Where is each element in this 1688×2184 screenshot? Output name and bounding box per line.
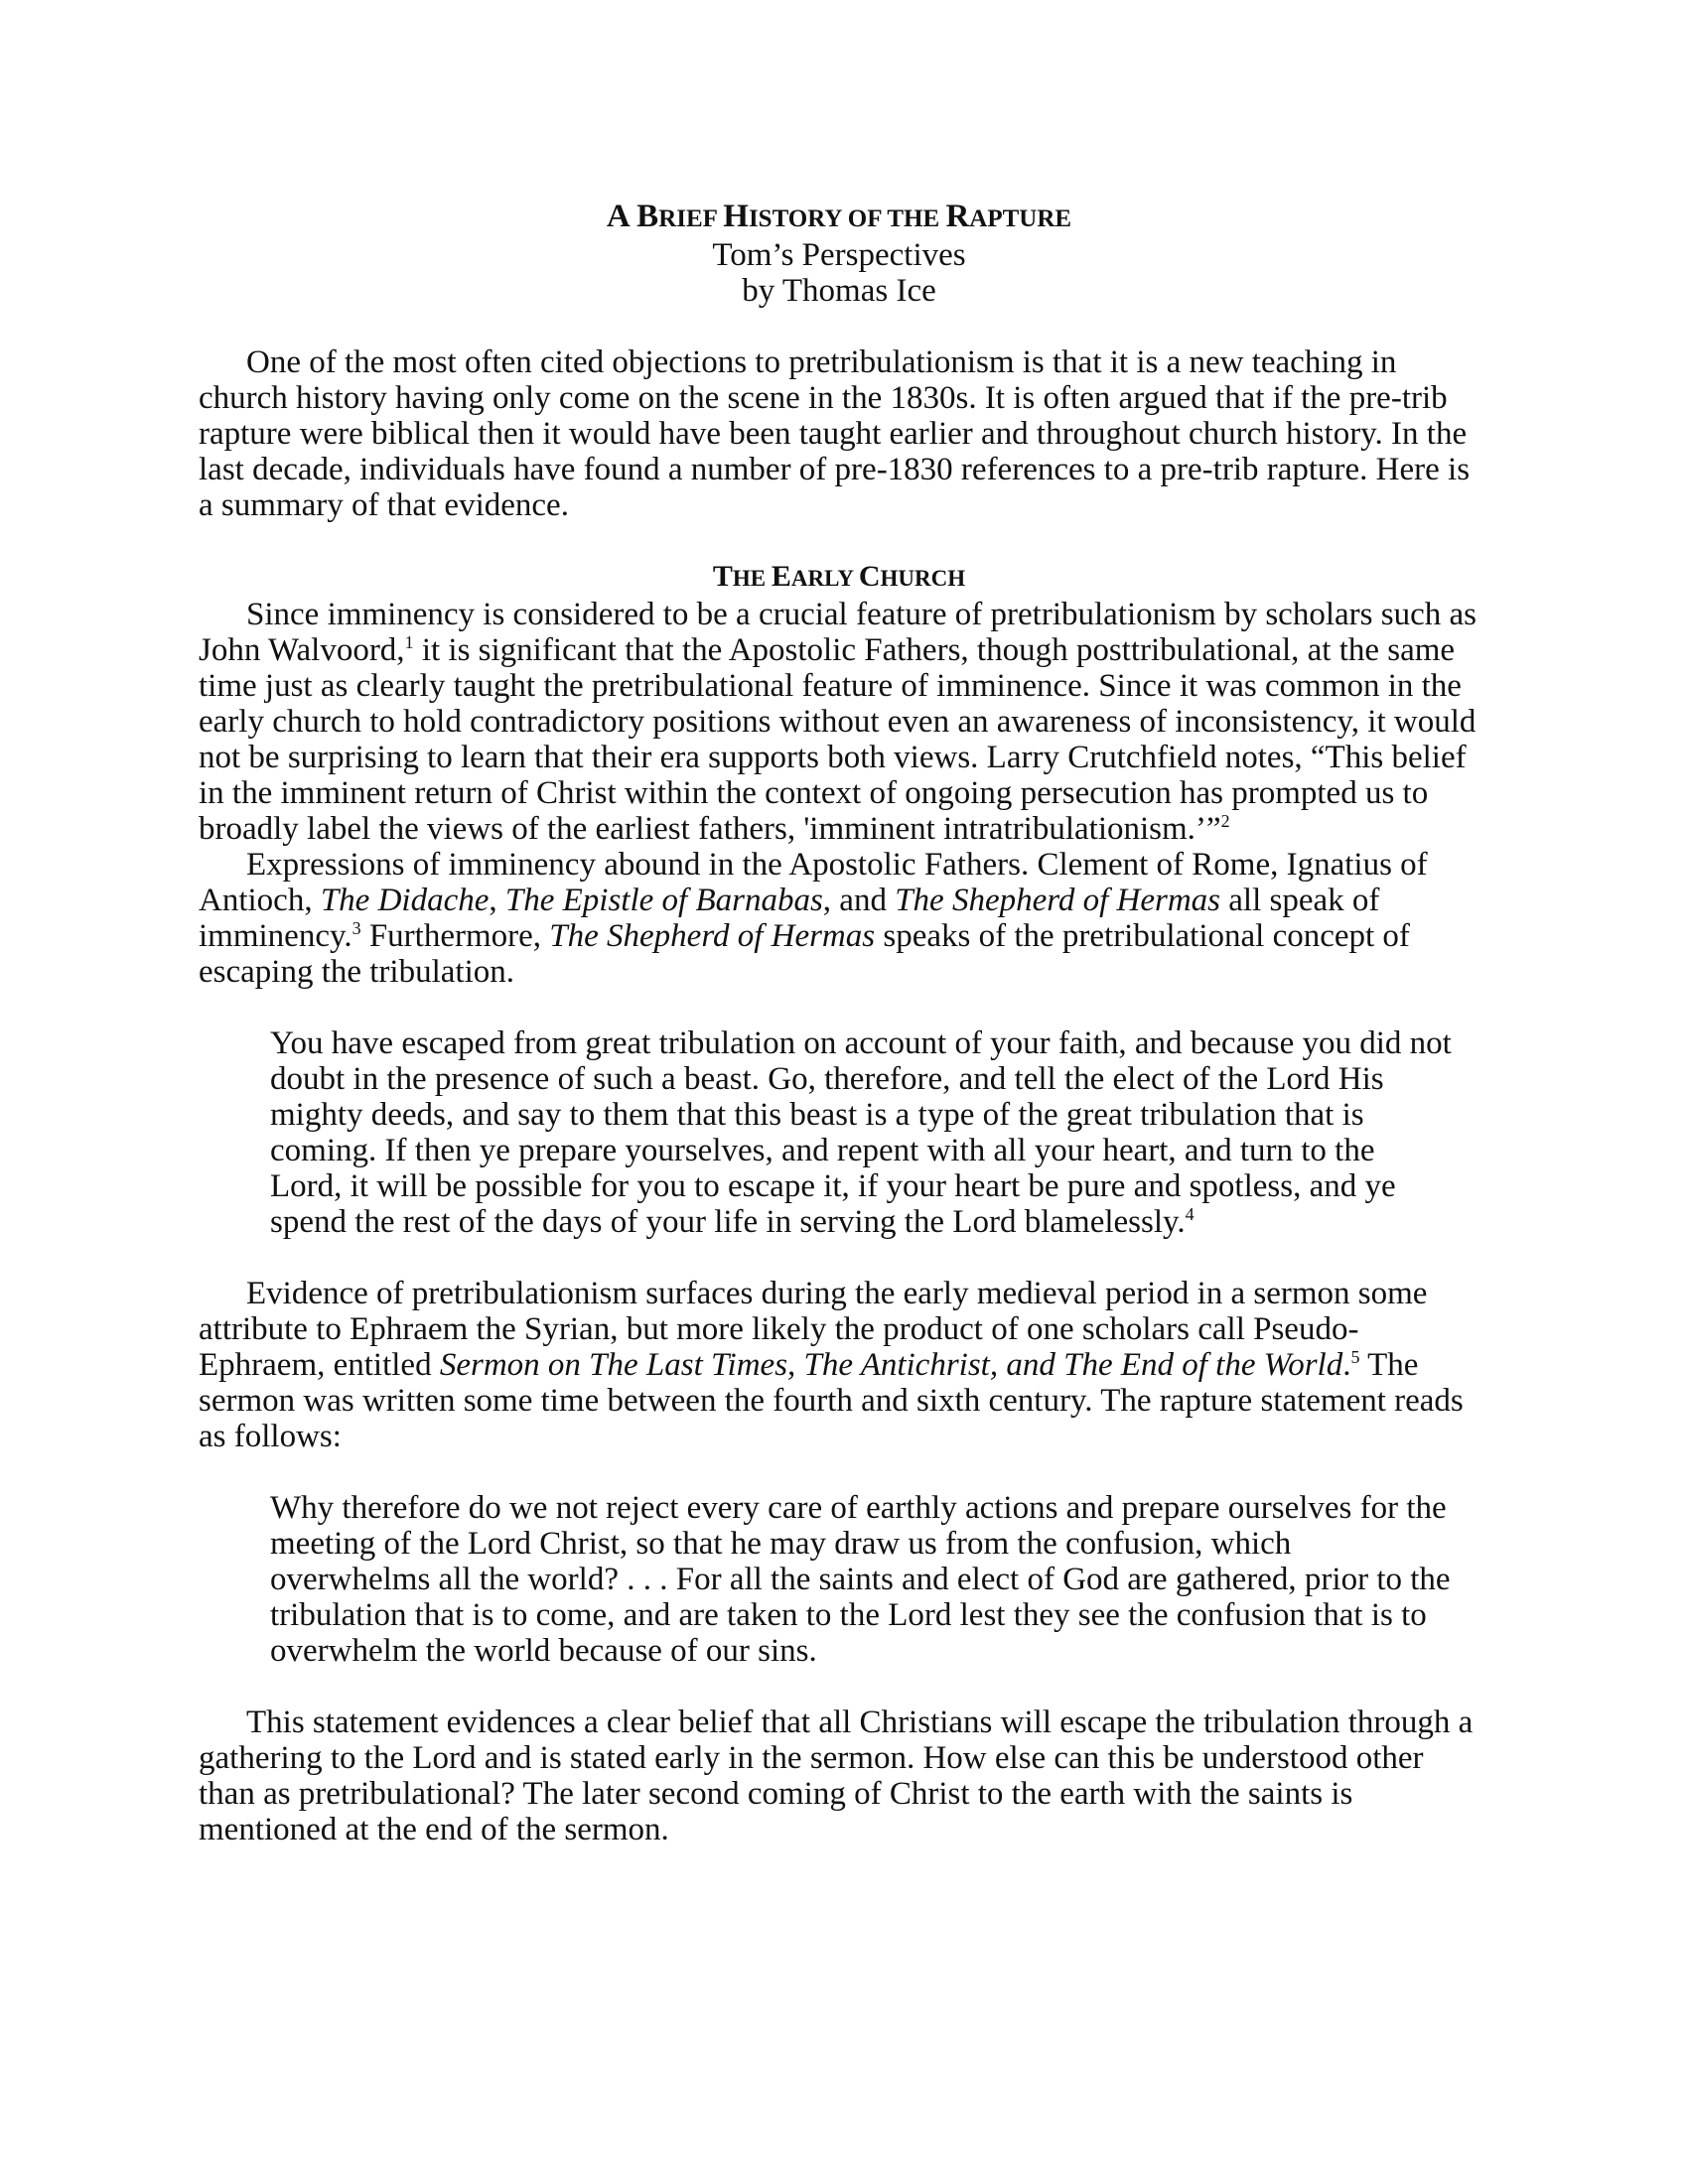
work-title: The Didache xyxy=(320,883,490,918)
section-heading xyxy=(199,559,1479,597)
title-part: R xyxy=(945,199,970,234)
title-part: ISTORY OF THE xyxy=(748,205,946,232)
paragraph-text: , and xyxy=(822,883,896,918)
paragraph-text: Since imminency is considered to be a crucial feature of pretribulationism by scholars such as John Walvoord, xyxy=(199,597,1477,668)
heading-part: E xyxy=(771,560,791,593)
quote-text: You have escaped from great tribulation on account of your faith, and because you did not doubt in the presence of such a beast. Go, therefore, and tell the elect of the Lord His mighty deeds, and say to them that this beast is a type of the great tribulation that is coming. If then ye prepare yourselves, and repent with all your heart, and turn to the Lord, it will be possible for you to escape it, if your heart be pure and spotless, and ye spend the rest of the days of your life in serving the Lord blamelessly. xyxy=(270,1025,1452,1240)
title-part: H xyxy=(723,199,749,234)
heading-part: HURCH xyxy=(880,566,966,591)
footnote-ref[interactable]: 1 xyxy=(404,632,414,652)
paragraph-text: all speak of imminency. xyxy=(199,883,1380,954)
title-block xyxy=(199,199,1479,309)
document-subtitle: Tom’s Perspectives xyxy=(712,237,966,273)
body-paragraph xyxy=(199,847,1479,990)
heading-part: ARLY xyxy=(790,566,859,591)
block-quote xyxy=(270,1025,1452,1240)
body-paragraph xyxy=(199,597,1479,847)
paragraph-text: speaks of the pretribulational concept of escaping the tribulation. xyxy=(199,918,1410,990)
paragraph-text: it is significant that the Apostolic Fathers, though posttribulational, at the same time just as clearly taught the pretribulational feature of imminence. Since it was common in the early church to hold contradictory positions without even an awareness of inconsistency, it would not be surprising to learn that their era supports both views. Larry Crutchfield notes, “This belief in the imminent return of Christ within the context of ongoing persecution has prompted us to broadly label the views of the earliest fathers, 'imminent intratribulationism.’” xyxy=(199,632,1477,847)
heading-part: T xyxy=(712,560,733,593)
paragraph-text: Evidence of pretribulationism surfaces during the early medieval period in a sermon some attribute to Ephraem the Syrian, but more likely the product of one scholars call Pseudo-Ephraem, entitled xyxy=(199,1276,1428,1383)
quote-text: Why therefore do we not reject every care of earthly actions and prepare ourselves for the meeting of the Lord Christ, so that he may draw us from the confusion, which overwhelms all the world? . . . For all the saints and elect of God are gathered, prior to the tribulation that is to come, and are taken to the Lord lest they see the confusion that is to overwhelm the world because of our sins. xyxy=(270,1490,1451,1669)
heading-part: HE xyxy=(732,566,772,591)
footnote-ref[interactable]: 3 xyxy=(352,918,361,938)
document-byline: by Thomas Ice xyxy=(742,273,936,309)
work-title: The Shepherd of Hermas xyxy=(895,883,1221,918)
body-paragraph: This statement evidences a clear belief that all Christians will escape the tribulation through a gathering to the Lord and is stated early in the sermon. How else can this be understood other than as pretribulational? The later second coming of Christ to the earth with the saints is mentioned at the end of the sermon. xyxy=(199,1705,1474,1847)
document-title xyxy=(199,199,1479,237)
paragraph-text: . xyxy=(1342,1347,1351,1383)
body-paragraph xyxy=(199,1276,1479,1454)
intro-paragraph: One of the most often cited objections to pretribulationism is that it is a new teaching in church history having only come on the scene in the 1830s. It is often argued that if the pre-trib rapture were biblical then it would have been taught earlier and throughout church history. In the last decade, individuals have found a number of pre-1830 references to a pre-trib rapture. Here is a summary of that evidence. xyxy=(199,344,1471,523)
paragraph-text: Expressions of imminency abound in the Apostolic Fathers. Clement of Rome, Ignatius of Antioch, xyxy=(199,847,1428,918)
title-part: A B xyxy=(606,199,659,234)
paragraph-text: Furthermore, xyxy=(360,918,550,954)
footnote-ref[interactable]: 5 xyxy=(1350,1347,1360,1367)
work-title: The Shepherd of Hermas xyxy=(549,918,876,954)
heading-part: C xyxy=(858,560,881,593)
block-quote xyxy=(270,1490,1452,1669)
title-part: RIEF xyxy=(658,205,724,232)
work-title: The Epistle of Barnabas xyxy=(504,883,823,918)
title-part: APTURE xyxy=(969,205,1072,232)
footnote-ref[interactable]: 4 xyxy=(1185,1204,1195,1224)
paragraph-text: The sermon was written some time between the fourth and sixth century. The rapture statement reads as follows: xyxy=(199,1347,1464,1454)
paragraph-text: , xyxy=(489,883,505,918)
work-title: Sermon on The Last Times, The Antichrist, and The End of the World xyxy=(439,1347,1343,1383)
document-page xyxy=(199,199,1479,1847)
footnote-ref[interactable]: 2 xyxy=(1220,811,1230,831)
